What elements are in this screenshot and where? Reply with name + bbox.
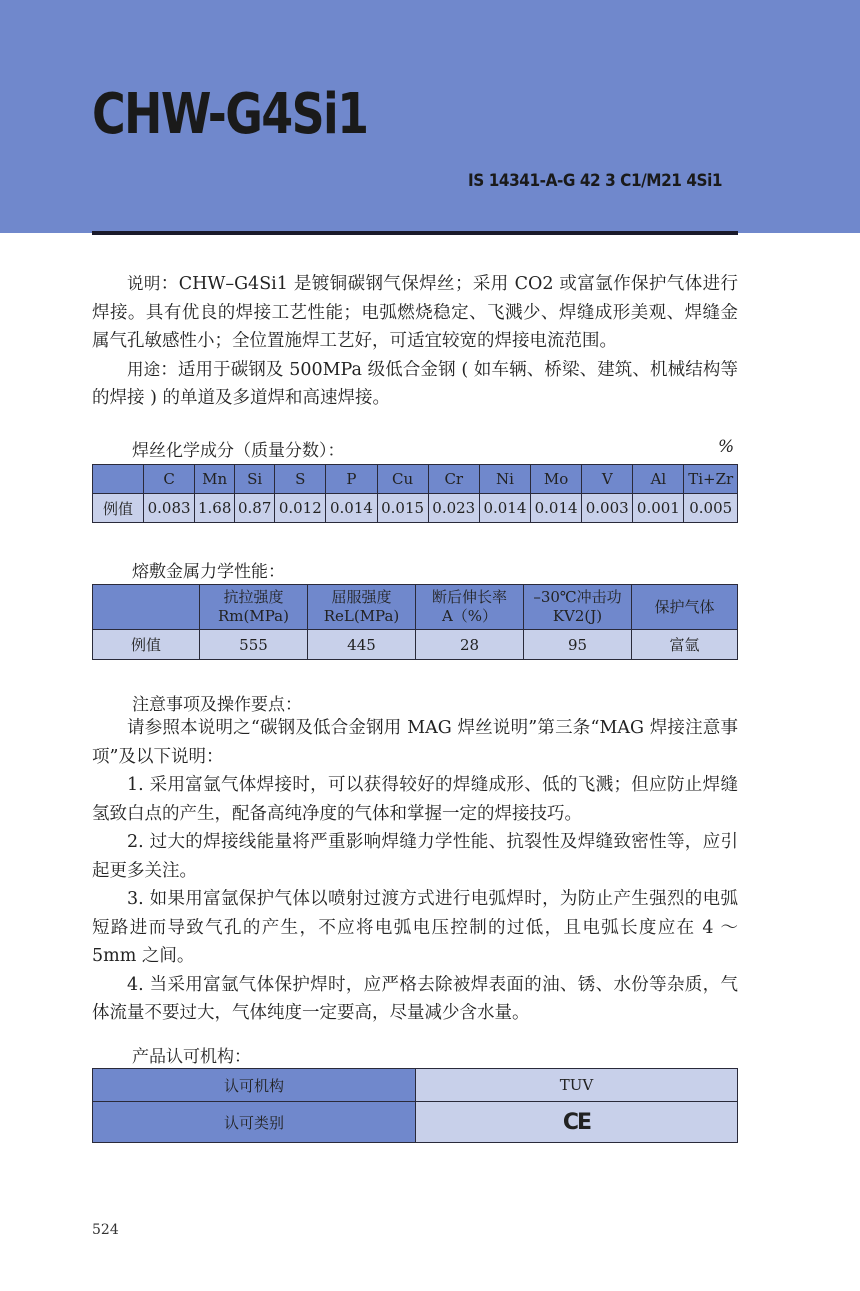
product-title: CHW-G4Si1 — [92, 82, 368, 147]
chemistry-col: S — [275, 465, 326, 494]
ce-mark — [416, 1102, 738, 1143]
certification-row — [93, 1069, 738, 1102]
mechanical-cell: 例值 — [93, 630, 200, 660]
mechanical-col — [524, 585, 632, 630]
usage-text: ：适用于碳钢及 500MPa 级低合金钢 ( 如车辆、桥梁、建筑、机械结构等的焊接 ) 的单道及多道焊和高速焊接。 — [92, 359, 738, 408]
col-unit: ReL(MPa) — [323, 607, 400, 625]
description-block — [92, 270, 738, 413]
chemistry-col — [93, 465, 144, 494]
chemistry-cell: 0.87 — [235, 494, 275, 523]
certification-label: 认可类别 — [93, 1102, 416, 1143]
chemistry-col: Ti+Zr — [684, 465, 738, 494]
usage-label: 用途 — [127, 359, 161, 379]
mechanical-cell: 28 — [416, 630, 524, 660]
chemistry-col: Si — [235, 465, 275, 494]
mechanical-col — [93, 585, 200, 630]
col-title: 断后伸长率 — [431, 588, 507, 606]
mechanical-cell: 555 — [200, 630, 308, 660]
note-item: 2. 过大的焊接线能量将严重影响焊缝力学性能、抗裂性及焊缝致密性等，应引起更多关注。 — [92, 832, 738, 881]
chemistry-cell: 1.68 — [195, 494, 235, 523]
standard-code: IS 14341-A-G 42 3 C1/M21 4Si1 — [468, 171, 723, 191]
certification-row — [93, 1102, 738, 1143]
note-item: 1. 采用富氩气体焊接时，可以获得较好的焊缝成形、低的飞溅；但应防止焊缝氢致白点的产生，配备高纯净度的气体和掌握一定的焊接技巧。 — [92, 775, 738, 824]
col-unit: Rm(MPa) — [218, 607, 289, 625]
col-title: 保护气体 — [654, 597, 715, 616]
certification-heading: 产品认可机构： — [132, 1047, 251, 1067]
chemistry-col: Ni — [479, 465, 530, 494]
chemistry-cell: 0.005 — [684, 494, 738, 523]
certification-table — [92, 1068, 738, 1143]
mechanical-cell: 445 — [308, 630, 416, 660]
mechanical-col — [416, 585, 524, 630]
chemistry-cell: 0.083 — [144, 494, 195, 523]
chemistry-unit: % — [718, 437, 735, 457]
notes-block — [92, 714, 738, 1028]
mechanical-header-row — [93, 585, 738, 630]
col-title: 抗拉强度 — [223, 588, 284, 606]
col-unit: KV2(J) — [552, 607, 603, 625]
col-title: 屈服强度 — [331, 588, 392, 606]
mechanical-cell: 95 — [524, 630, 632, 660]
chemistry-cell: 0.015 — [377, 494, 428, 523]
usage-paragraph — [92, 356, 738, 413]
certification-label: 认可机构 — [93, 1069, 416, 1102]
mechanical-data-row — [93, 630, 738, 660]
col-unit: A（%） — [441, 607, 498, 625]
chemistry-cell: 0.012 — [275, 494, 326, 523]
chemistry-cell: 0.003 — [582, 494, 633, 523]
chemistry-col: Mo — [531, 465, 582, 494]
chemistry-header-row — [93, 465, 738, 494]
chemistry-col: Al — [633, 465, 684, 494]
mechanical-col — [308, 585, 416, 630]
description-label: 说明 — [127, 274, 161, 293]
chemistry-cell: 0.014 — [479, 494, 530, 523]
chemistry-col: Mn — [195, 465, 235, 494]
chemistry-col: Cr — [428, 465, 479, 494]
chemistry-cell: 0.014 — [326, 494, 377, 523]
page-number: 524 — [92, 1222, 119, 1238]
note-item: 3. 如果用富氩保护气体以喷射过渡方式进行电弧焊时，为防止产生强烈的电弧短路进而导致气孔的产生，不应将电弧电压控制的过低，且电弧长度应在 4 ～ 5mm 之间。 — [92, 889, 738, 966]
mechanical-cell: 富氩 — [632, 630, 738, 660]
mechanical-table — [92, 584, 738, 660]
chemistry-cell: 0.014 — [531, 494, 582, 523]
chemistry-heading: 焊丝化学成分（质量分数）： — [132, 441, 345, 461]
description-text: ：CHW–G4Si1 是镀铜碳钢气保焊丝；采用 CO2 或富氩作保护气体进行焊接。具有优良的焊接工艺性能；电弧燃烧稳定、飞溅少、焊缝成形美观、焊缝金属气孔敏感性小；全位置施焊工艺好，可适宜较宽的焊接电流范围。 — [92, 274, 739, 351]
description-paragraph — [92, 270, 738, 356]
ce-mark-text: CE — [562, 1109, 591, 1135]
chemistry-col: Cu — [377, 465, 428, 494]
header-rule — [92, 231, 738, 235]
chemistry-cell: 0.023 — [428, 494, 479, 523]
mechanical-col — [632, 585, 738, 630]
certification-value: TUV — [416, 1069, 738, 1102]
chemistry-col: C — [144, 465, 195, 494]
notes-heading: 注意事项及操作要点： — [132, 695, 302, 715]
chemistry-data-row — [93, 494, 738, 523]
mechanical-col — [200, 585, 308, 630]
col-title: –30℃冲击功 — [533, 588, 622, 606]
chemistry-col: P — [326, 465, 377, 494]
notes-intro: 请参照本说明之“碳钢及低合金钢用 MAG 焊丝说明”第三条“MAG 焊接注意事项”及以下说明： — [92, 718, 738, 767]
mechanical-heading: 熔敷金属力学性能： — [132, 562, 285, 582]
chemistry-table — [92, 464, 738, 523]
chemistry-cell: 例值 — [93, 494, 144, 523]
chemistry-cell: 0.001 — [633, 494, 684, 523]
chemistry-col: V — [582, 465, 633, 494]
note-item: 4. 当采用富氩气体保护焊时，应严格去除被焊表面的油、锈、水份等杂质，气体流量不要过大，气体纯度一定要高，尽量减少含水量。 — [92, 974, 738, 1023]
